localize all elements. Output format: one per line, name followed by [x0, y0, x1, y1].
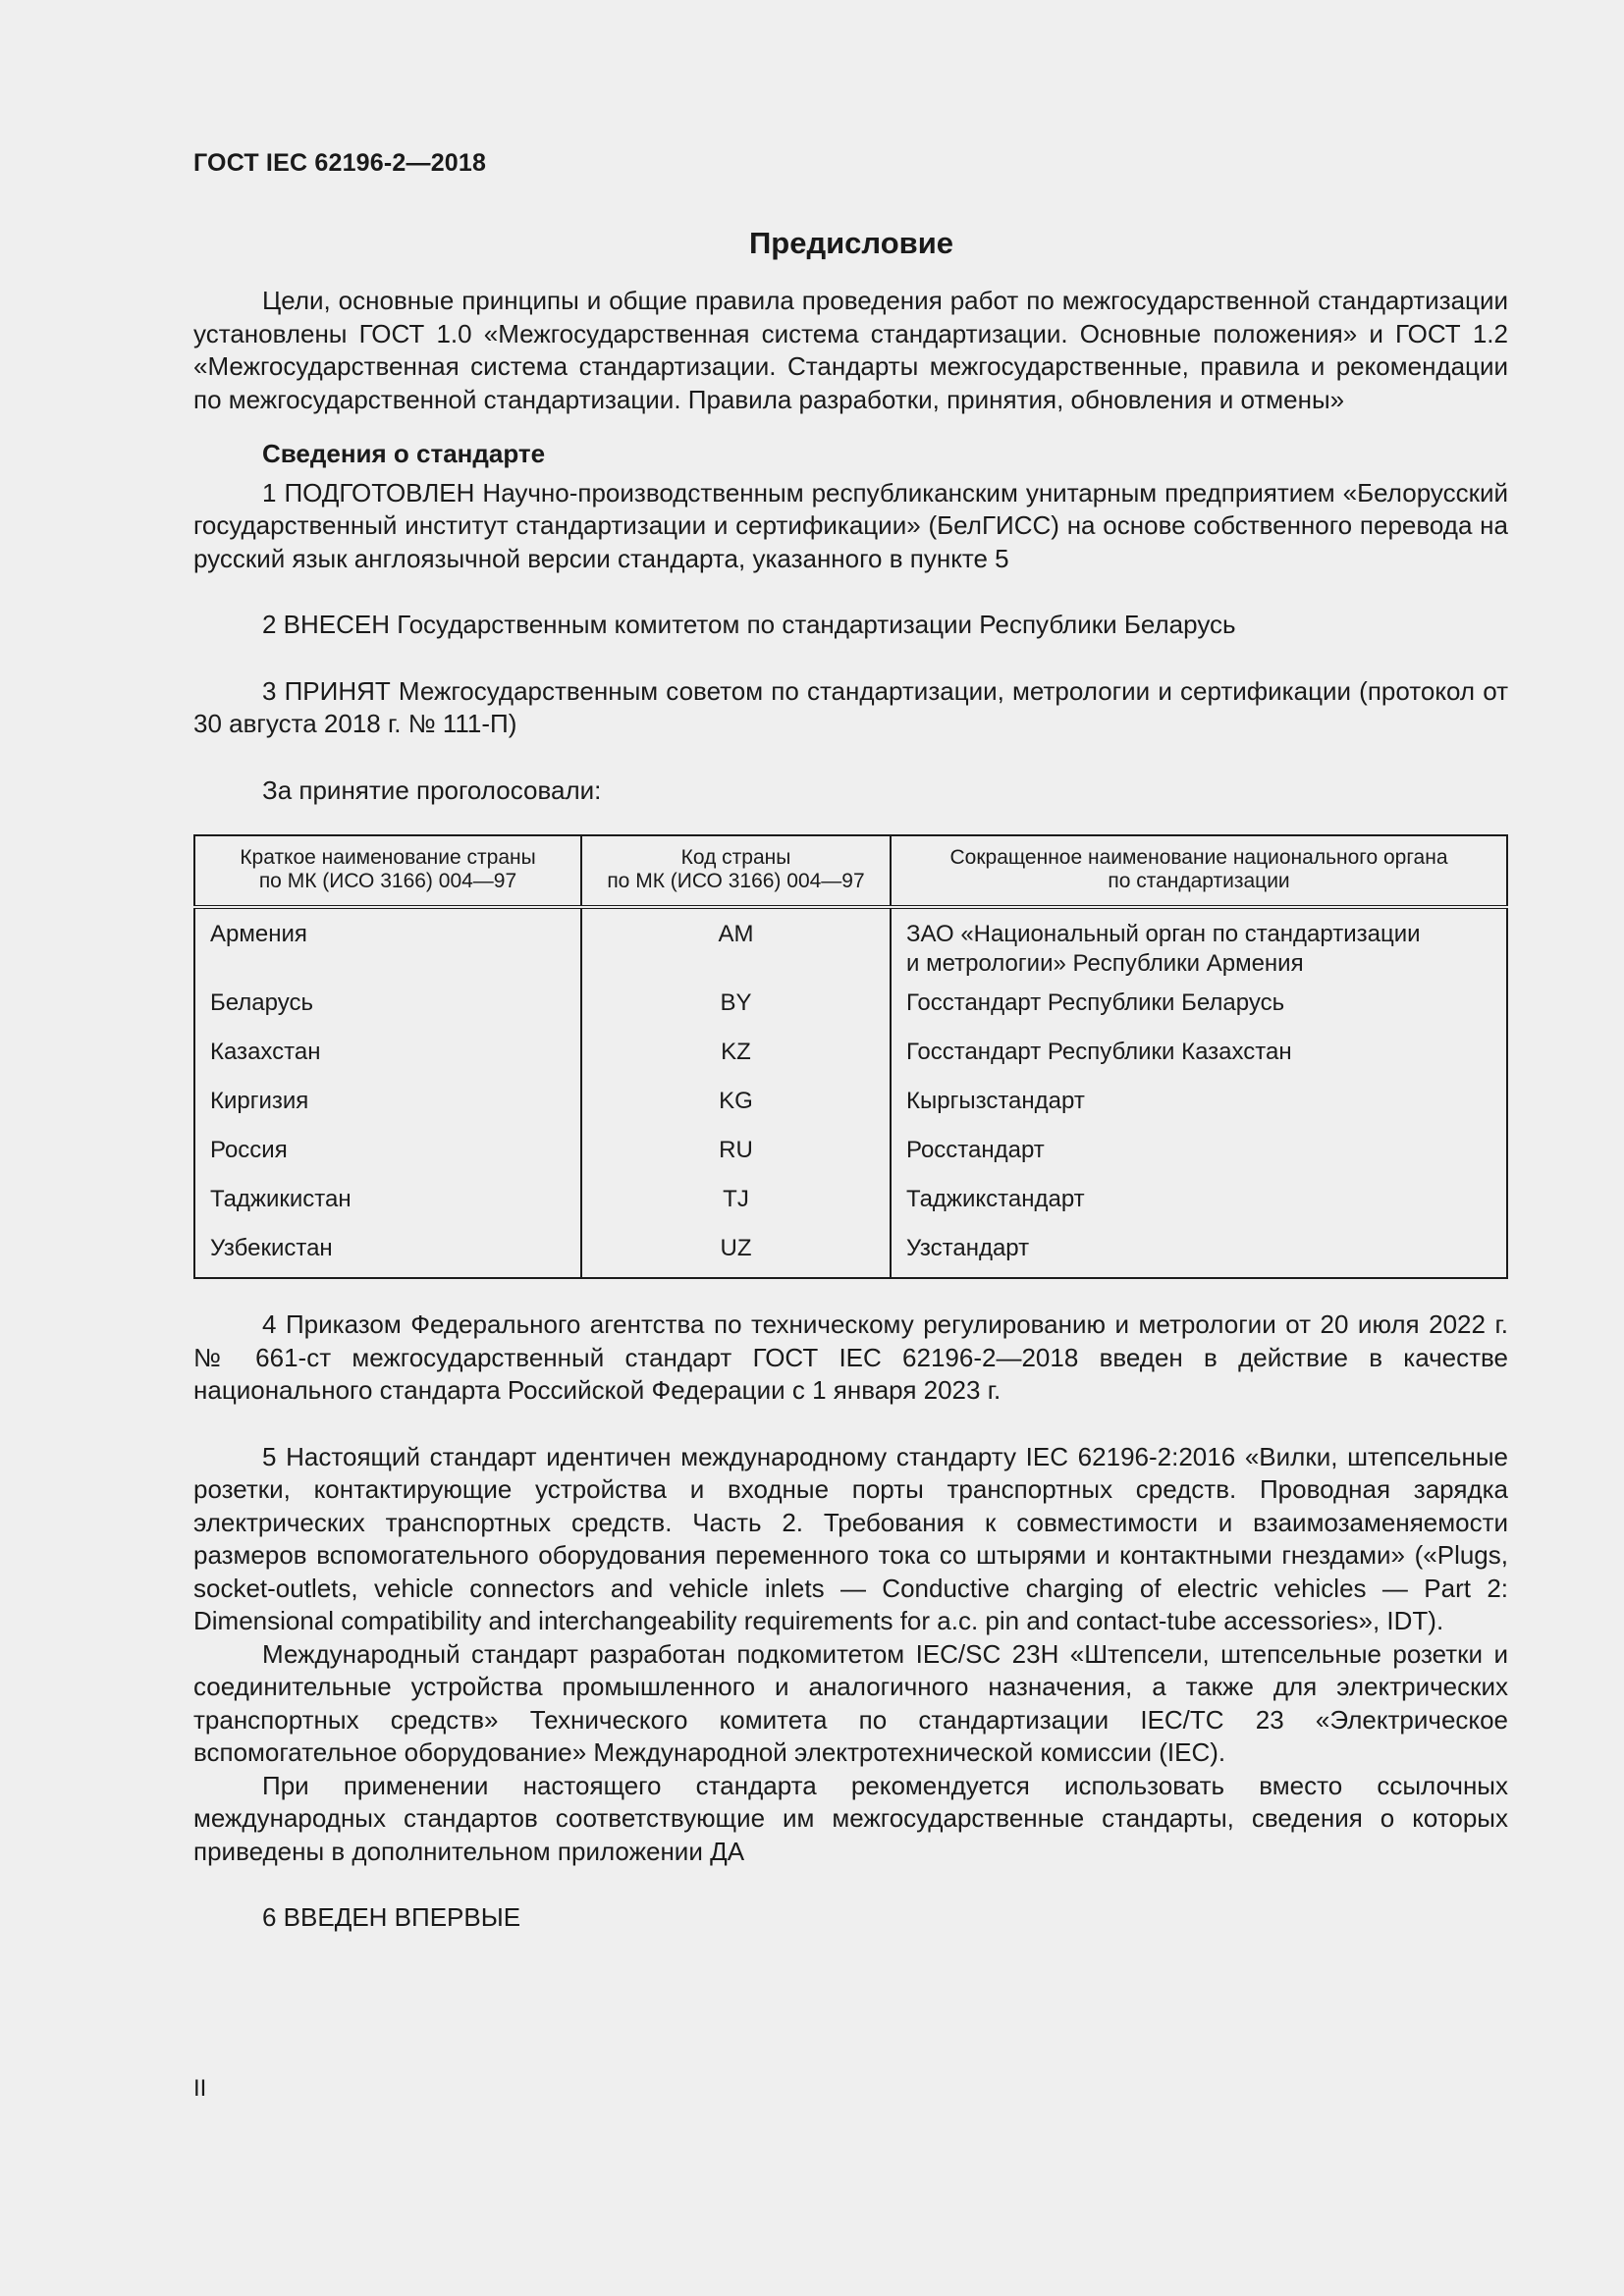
cell-country: Армения: [210, 921, 307, 947]
cell-country: Узбекистан: [210, 1235, 333, 1261]
table-row: [194, 988, 1507, 1038]
table-header-row: [194, 835, 1507, 907]
section-heading: Сведения о стандарте: [262, 439, 546, 468]
cell-code: TJ: [581, 1185, 891, 1234]
item-1-paragraph: 1 ПОДГОТОВЛЕН Научно-производственным республиканским унитарным предприятием «Белорусский государственный институт стандартизации и сертификации» (БелГИСС) на основе собственного перевода на русский язык англоязычной версии стандарта, указанного в пункте 5: [193, 477, 1508, 573]
item-5-reference-paragraph: При применении настоящего стандарта рекомендуется использовать вместо ссылочных международных стандартов соответствующие им межгосударственные стандарты, сведения о которых приведены в дополнительном приложении ДА: [193, 1770, 1508, 1866]
intro-paragraph: Цели, основные принципы и общие правила проведения работ по межгосударственной стандартизации установлены ГОСТ 1.0 «Межгосударственная система стандартизации. Основные положения» и ГОСТ 1.2 «Межгосударственная система стандартизации. Стандарты межгосударственные, правила и рекомендации по межгосударственной стандартизации. Правила разработки, принятия, обновления и отмены»: [193, 286, 1508, 414]
cell-country: Казахстан: [210, 1039, 321, 1065]
cell-country: Киргизия: [210, 1088, 309, 1114]
column-header-national-body: Сокращенное наименование национального органа по стандартизации: [891, 835, 1507, 907]
item-5-committee-paragraph: Международный стандарт разработан подкомитетом IEC/SC 23H «Штепсели, штепсельные розетки и соединительные устройства промышленного и аналогичного назначения, а также для электрических транспортных средств» Технического комитета по стандартизации IEC/TC 23 «Электрическое вспомогательное оборудование» Международной электротехнической комиссии (IEC).: [193, 1638, 1508, 1767]
table-row: [194, 1087, 1507, 1136]
table-row: [194, 1136, 1507, 1185]
table-row: [194, 907, 1507, 988]
item-2-paragraph: 2 ВНЕСЕН Государственным комитетом по стандартизации Республики Беларусь: [262, 610, 1236, 639]
cell-national-body: Таджикстандарт: [891, 1185, 1507, 1234]
cell-country: Беларусь: [210, 989, 313, 1016]
cell-code: BY: [581, 988, 891, 1038]
item-4-paragraph: 4 Приказом Федерального агентства по техническому регулированию и метрологии от 20 июля 2022 г. № 661-ст межгосударственный стандарт ГОСТ IEC 62196-2—2018 введен в действие в качестве национального стандарта Российской Федерации с 1 января 2023 г.: [193, 1309, 1508, 1405]
table-row: [194, 1038, 1507, 1087]
cell-country: Россия: [210, 1137, 288, 1163]
cell-country: Таджикистан: [210, 1186, 352, 1212]
cell-national-body: Росстандарт: [891, 1136, 1507, 1185]
document-body: [193, 285, 1508, 1935]
page-title: Предисловие: [748, 226, 953, 260]
table-row: [194, 1234, 1507, 1278]
cell-code: KG: [581, 1087, 891, 1136]
column-header-code: Код страны по МК (ИСО 3166) 004—97: [581, 835, 891, 907]
cell-code: RU: [581, 1136, 891, 1185]
cell-national-body: Госстандарт Республики Казахстан: [891, 1038, 1507, 1087]
table-row: [194, 1185, 1507, 1234]
page-number: II: [193, 2075, 207, 2102]
document-id-header: ГОСТ IEC 62196-2—2018: [193, 149, 487, 177]
cell-code: UZ: [581, 1234, 891, 1278]
cell-national-body: Узстандарт: [891, 1234, 1507, 1278]
voting-countries-table: [193, 834, 1508, 1279]
cell-national-body: Госстандарт Республики Беларусь: [891, 988, 1507, 1038]
item-3-paragraph: 3 ПРИНЯТ Межгосударственным советом по стандартизации, метрологии и сертификации (протокол от 30 августа 2018 г. № 111-П): [193, 675, 1508, 738]
cell-code: AM: [581, 907, 891, 988]
item-6-paragraph: 6 ВВЕДЕН ВПЕРВЫЕ: [262, 1902, 521, 1932]
vote-intro: За принятие проголосовали:: [262, 774, 602, 805]
item-5-paragraph: 5 Настоящий стандарт идентичен международному стандарту IEC 62196-2:2016 «Вилки, штепсельные розетки, контактирующие устройства и входные порты транспортных средств. Проводная зарядка электрических транспортных средств. Часть 2. Требования к совместимости и взаимозаменяемости размеров вспомогательного оборудования переменного тока со штырями и контактными гнездами» («Plugs, socket-outlets, vehicle connectors and vehicle inlets — Conductive charging of electric vehicles — Part 2: Dimensional compatibility and interchangeability requirements for a.c. pin and contact-tube accessories», IDT).: [193, 1441, 1508, 1635]
cell-code: KZ: [581, 1038, 891, 1087]
cell-national-body: ЗАО «Национальный орган по стандартизации и метрологии» Республики Армения: [891, 907, 1507, 988]
cell-national-body: Кыргызстандарт: [891, 1087, 1507, 1136]
column-header-country: Краткое наименование страны по МК (ИСО 3166) 004—97: [194, 835, 581, 907]
